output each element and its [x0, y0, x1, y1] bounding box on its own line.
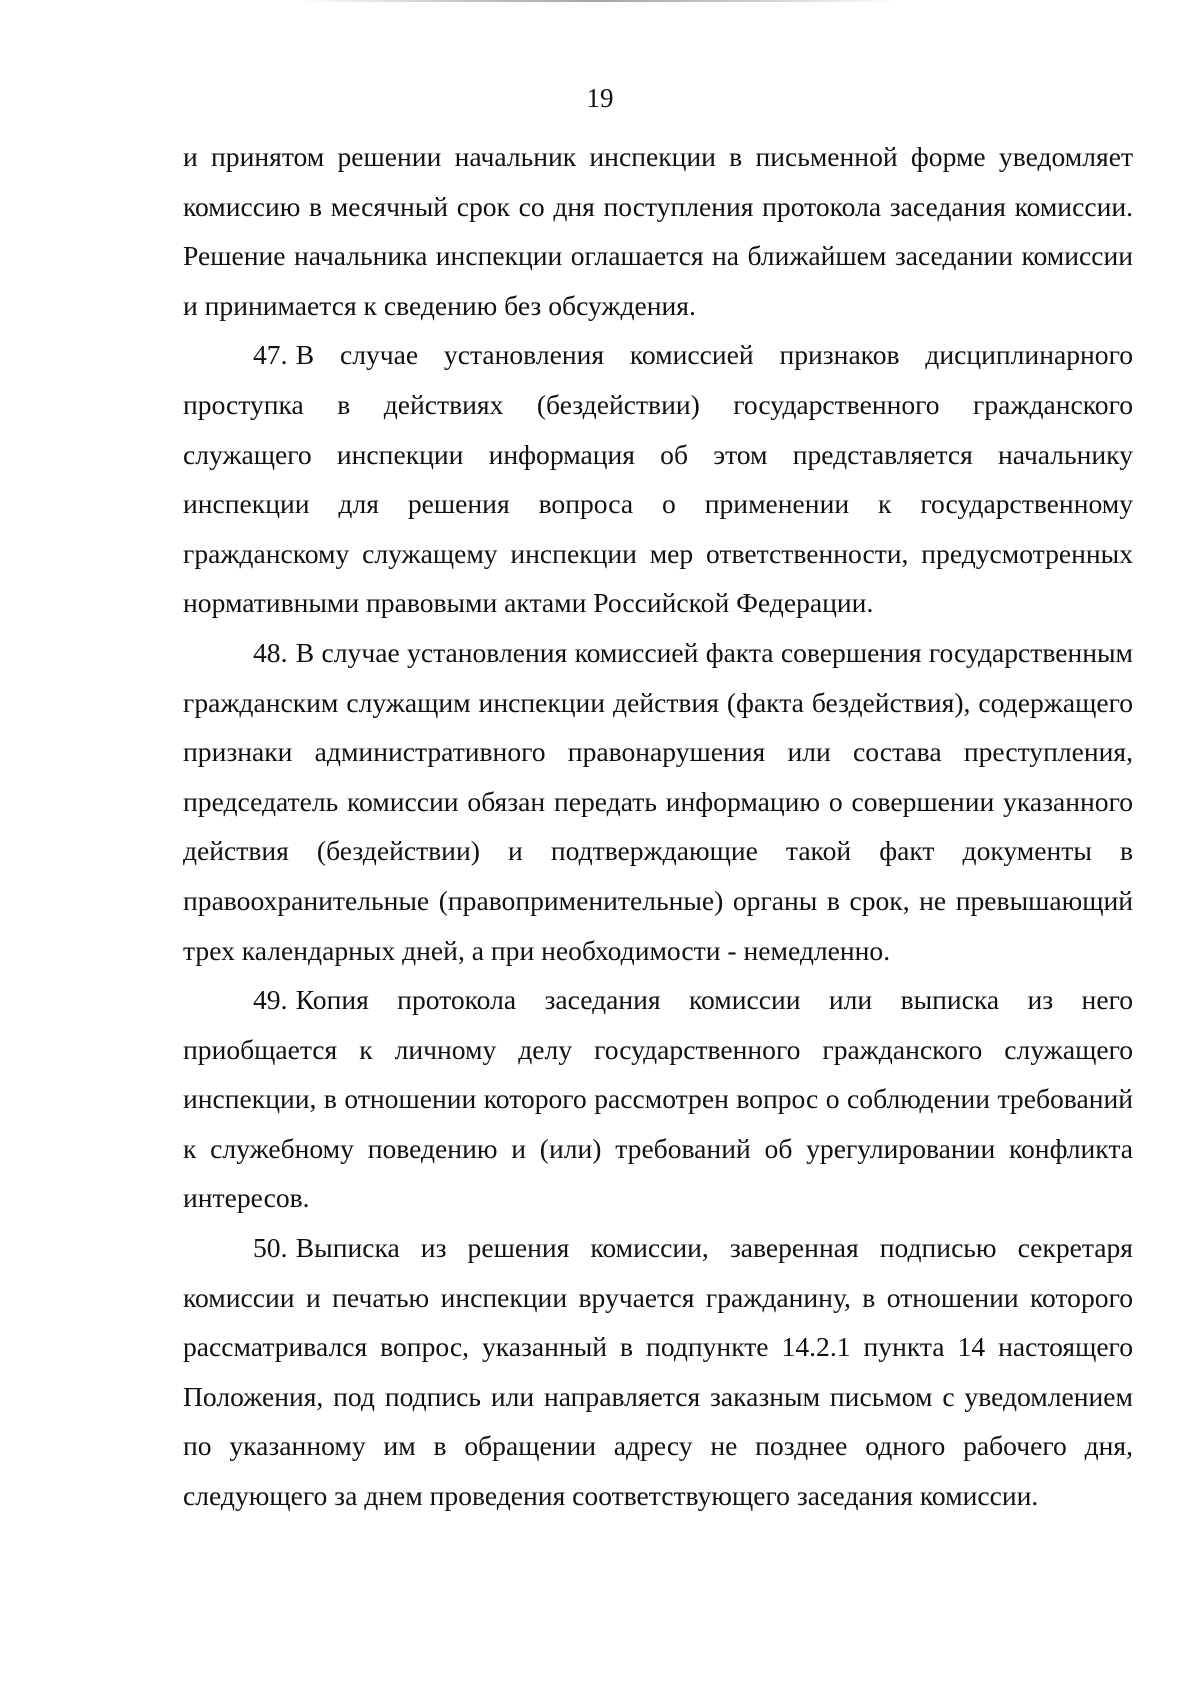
paragraph-number: 47. [253, 339, 288, 371]
paragraph-text: В случае установления комиссией факта совершения государственным гражданским служащим инспекции действия (факта бездействия), содержащего признаки административного правонарушения или состава преступления, председатель комиссии обязан передать информацию о совершении указанного действия (бездействии) и подтверждающие такой факт документы в правоохранительные (правоприменительные) органы в срок, не превышающий трех календарных дней, а при необходимости - немедленно. [183, 636, 1133, 966]
paragraph-49 [183, 975, 1133, 1223]
paragraph-text: В случае установления комиссией признаков дисциплинарного проступка в действиях (бездействии) государственного гражданского служащего инспекции информация об этом представляется начальнику инспекции для решения вопроса о применении к государственному гражданскому служащему инспекции мер ответственности, предусмотренных нормативными правовыми актами Российской Федерации. [183, 339, 1133, 619]
paragraph-continued [183, 132, 1133, 330]
scan-edge-artifact [300, 0, 900, 2]
paragraph-number: 49. [253, 984, 288, 1016]
paragraph-number: 50. [253, 1232, 288, 1264]
paragraph-text: и принятом решении начальник инспекции в письменной форме уведомляет комиссию в месячный срок со дня поступления протокола заседания комиссии. Решение начальника инспекции оглашается на ближайшем заседании комиссии и принимается к сведению без обсуждения. [183, 141, 1133, 321]
paragraph-47 [183, 330, 1133, 628]
paragraph-text: Выписка из решения комиссии, заверенная подписью секретаря комиссии и печатью инспекции вручается гражданину, в отношении которого рассматривался вопрос, указанный в подпункте 14.2.1 пункта 14 настоящего Положения, под подпись или направляется заказным письмом с уведомлением по указанному им в обращении адресу не позднее одного рабочего дня, следующего за днем проведения соответствующего заседания комиссии. [183, 1232, 1133, 1512]
paragraph-50 [183, 1223, 1133, 1521]
paragraph-text: Копия протокола заседания комиссии или выписка из него приобщается к личному делу государственного гражданского служащего инспекции, в отношении которого рассмотрен вопрос о соблюдении требований к служебному поведению и (или) требований об урегулировании конфликта интересов. [183, 984, 1133, 1214]
paragraph-number: 48. [253, 636, 288, 668]
document-body [183, 132, 1133, 1521]
paragraph-48 [183, 628, 1133, 975]
page-number: 19 [586, 83, 614, 113]
